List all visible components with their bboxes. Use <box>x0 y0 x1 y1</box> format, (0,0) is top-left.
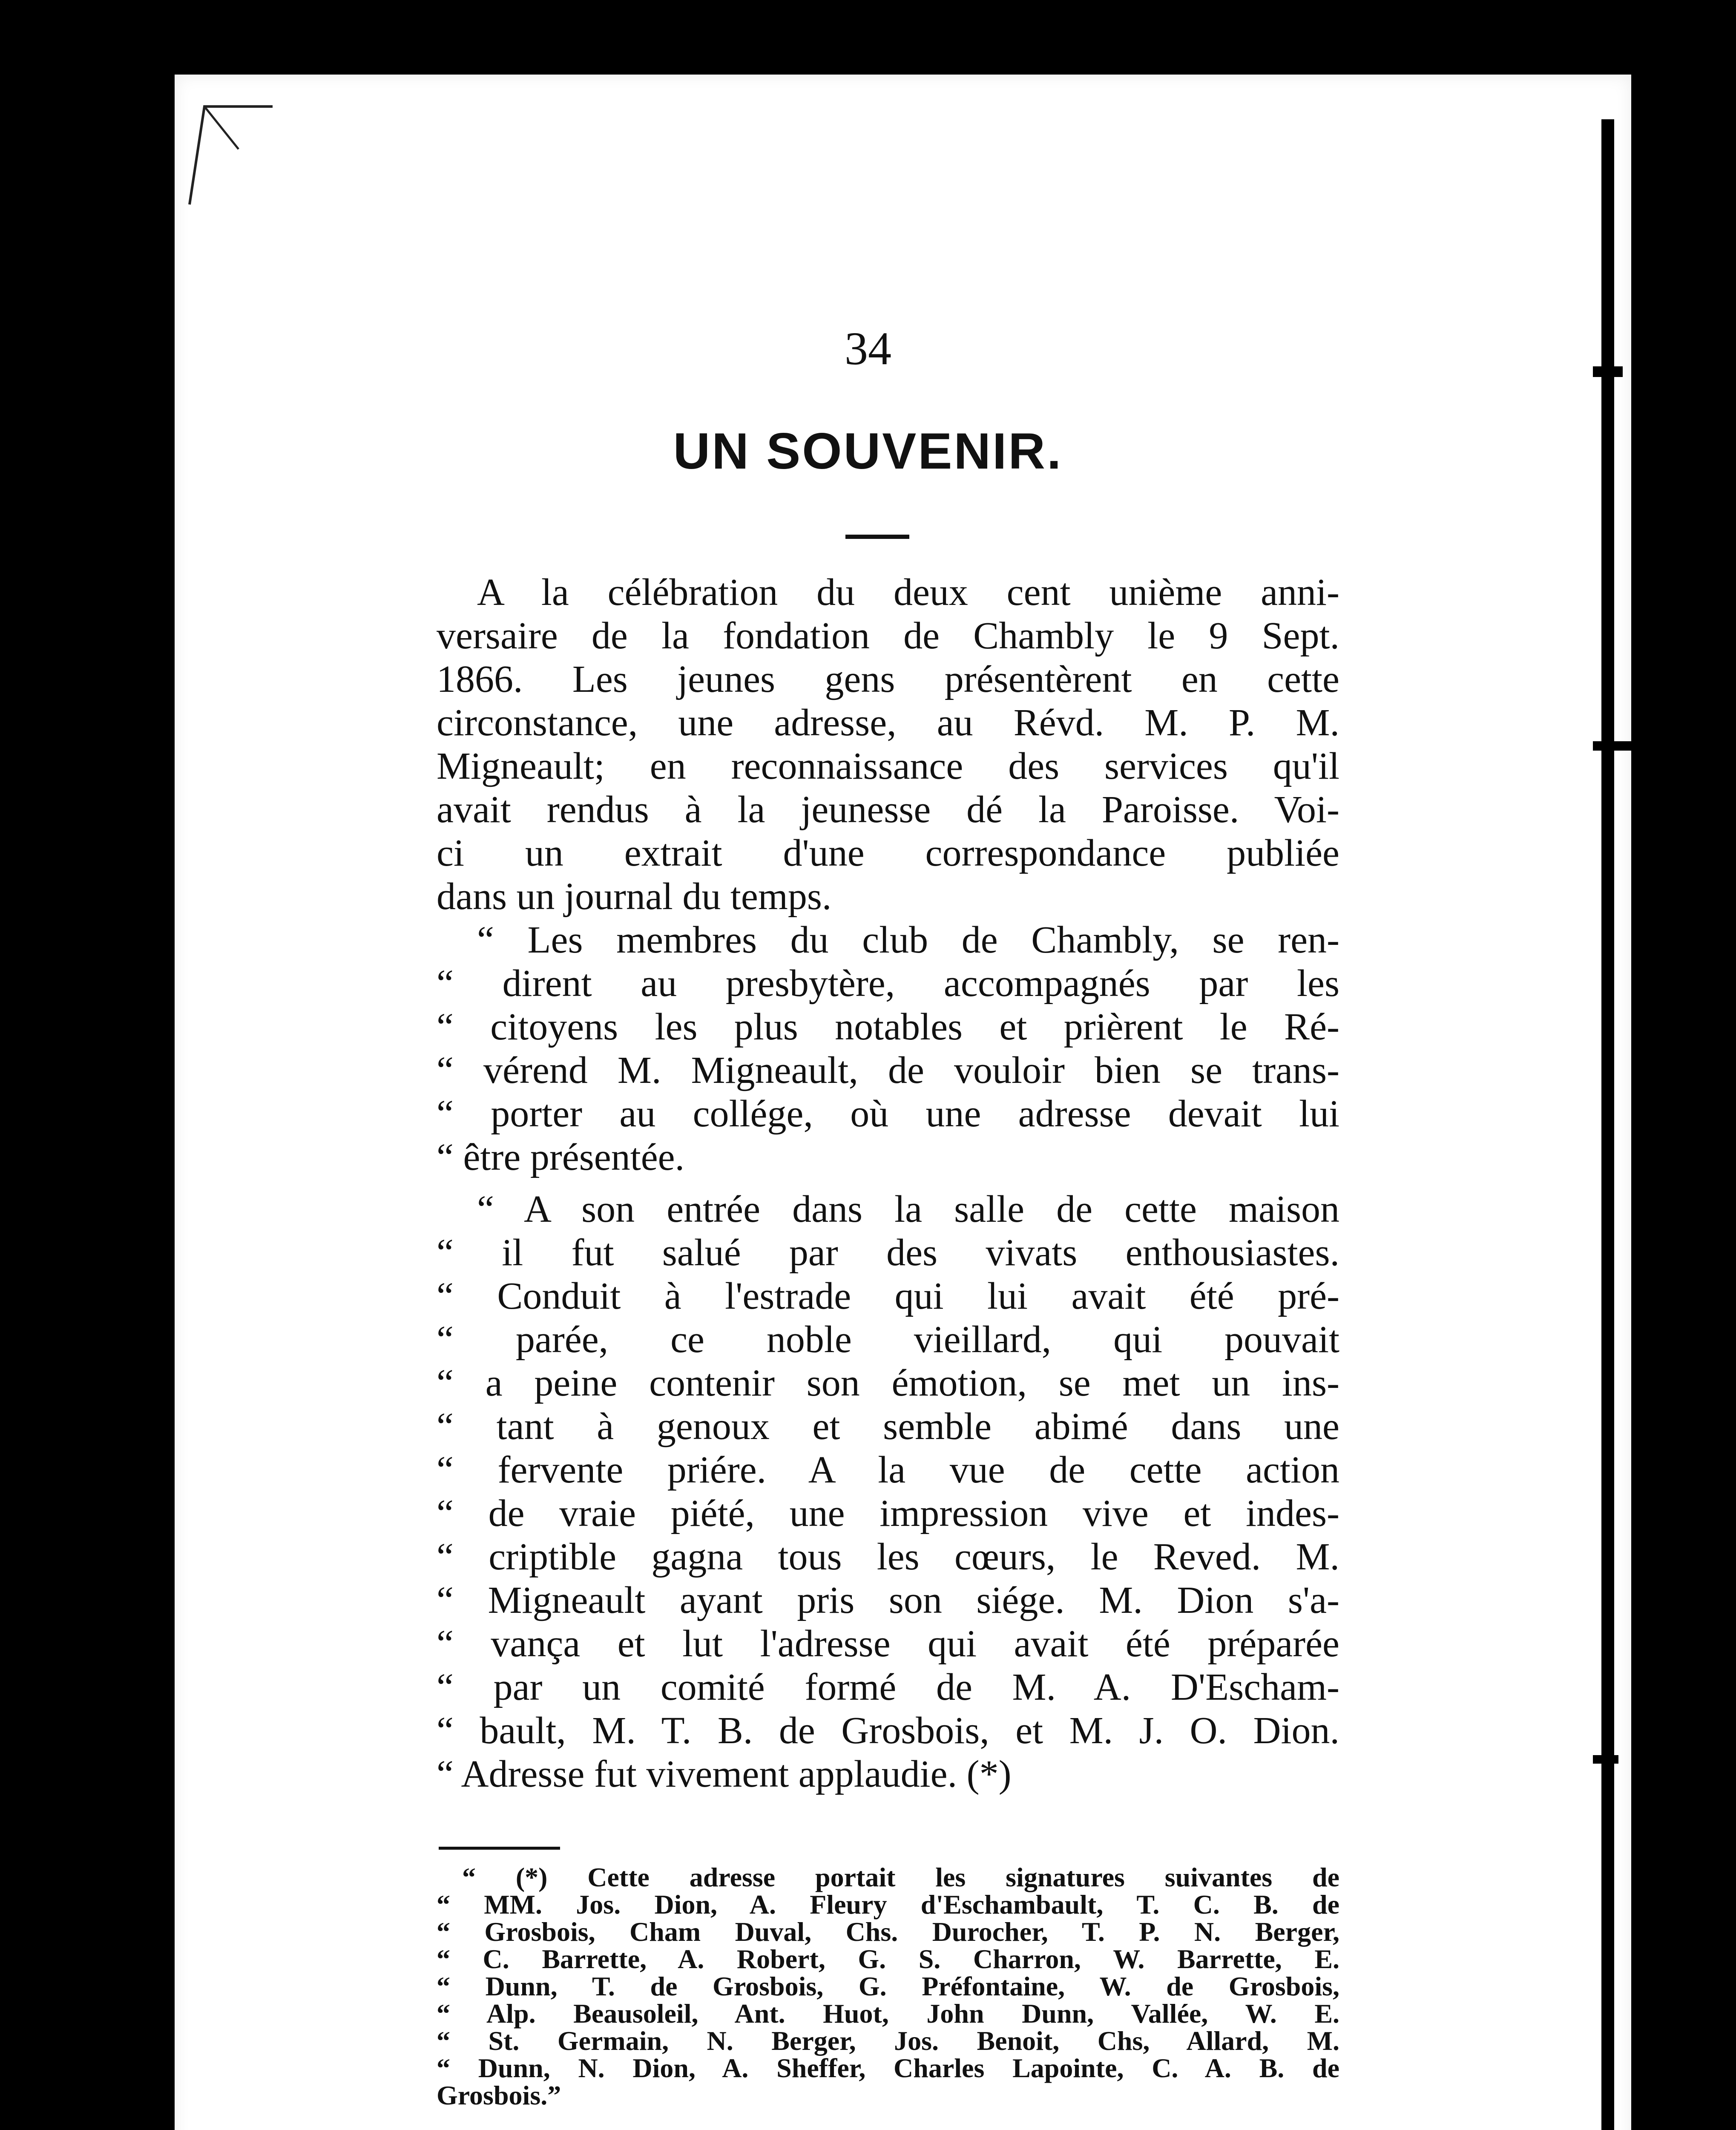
body-line: “ Adresse fut vivement applaudie. (*) <box>437 1753 1012 1795</box>
footnote-line: “ St. Germain, N. Berger, Jos. Benoit, Chs, Allard, M. <box>437 2026 1339 2056</box>
footnote-line: “ Alp. Beausoleil, Ant. Huot, John Dunn, Vallée, W. E. <box>437 1998 1339 2029</box>
body-line: “ A son entrée dans la salle de cette maison <box>477 1188 1339 1230</box>
body-line: “ criptible gagna tous les cœurs, le Reved. M. <box>437 1536 1339 1578</box>
body-text <box>437 571 1339 1796</box>
body-line: Migneault; en reconnaissance des services qu'il <box>437 745 1339 787</box>
body-line: versaire de la fondation de Chambly le 9 Sept. <box>437 615 1339 657</box>
body-line: “ dirent au presbytère, accompagnés par les <box>437 962 1339 1005</box>
body-line: avait rendus à la jeunesse dé la Paroisse. Voi- <box>437 789 1339 831</box>
edge-mark <box>1593 741 1631 751</box>
body-line: dans un journal du temps. <box>437 875 832 918</box>
body-line: “ être présentée. <box>437 1136 685 1178</box>
body-line: “ vança et lut l'adresse qui avait été préparée <box>437 1623 1339 1665</box>
body-line: 1866. Les jeunes gens présentèrent en cette <box>437 658 1339 700</box>
body-line: “ citoyens les plus notables et prièrent le Ré- <box>437 1006 1339 1048</box>
footnote-line: “ Grosbois, Cham Duval, Chs. Durocher, T. P. N. Berger, <box>437 1917 1339 1947</box>
chapter-title: UN SOUVENIR. <box>673 423 1063 480</box>
edge-mark <box>1593 1755 1618 1764</box>
footnote-line: “ (*) Cette adresse portait les signatures suivantes de <box>462 1862 1339 1892</box>
body-line: “ fervente priére. A la vue de cette action <box>437 1449 1339 1491</box>
page-edge-shadow <box>1601 119 1614 2130</box>
corner-fold-mark <box>187 98 273 209</box>
body-line: “ il fut salué par des vivats enthousiastes. <box>437 1232 1339 1274</box>
body-line: “ de vraie piété, une impression vive et indes- <box>437 1492 1339 1534</box>
body-line: “ Migneault ayant pris son siége. M. Dion s'a- <box>437 1579 1339 1621</box>
body-line: “ vérend M. Migneault, de vouloir bien se trans- <box>437 1049 1339 1091</box>
body-line: “ tant à genoux et semble abimé dans une <box>437 1405 1339 1448</box>
body-line: “ parée, ce noble vieillard, qui pouvait <box>437 1318 1339 1361</box>
page-number: 34 <box>845 322 891 374</box>
body-line: ci un extrait d'une correspondance publiée <box>437 832 1339 874</box>
footnote-line: Grosbois.” <box>437 2080 561 2110</box>
footnote-line: “ Dunn, N. Dion, A. Sheffer, Charles Lapointe, C. A. B. de <box>437 2053 1339 2083</box>
body-line: A la célébration du deux cent unième anni- <box>477 571 1339 613</box>
body-line: “ Les membres du club de Chambly, se ren- <box>477 919 1339 961</box>
body-line: “ par un comité formé de M. A. D'Escham- <box>437 1666 1339 1708</box>
footnote-divider <box>439 1847 560 1850</box>
footnote <box>437 1864 1339 2109</box>
body-line: “ bault, M. T. B. de Grosbois, et M. J. O. Dion. <box>437 1710 1339 1752</box>
body-line: “ Conduit à l'estrade qui lui avait été pré- <box>437 1275 1339 1317</box>
footnote-line: “ C. Barrette, A. Robert, G. S. Charron, W. Barrette, E. <box>437 1944 1339 1974</box>
body-line: circonstance, une adresse, au Révd. M. P. M. <box>437 702 1339 744</box>
body-line: “ a peine contenir son émotion, se met un ins- <box>437 1362 1339 1404</box>
footnote-line: “ Dunn, T. de Grosbois, G. Préfontaine, W. de Grosbois, <box>437 1971 1339 2001</box>
title-divider <box>845 535 909 539</box>
body-line: “ porter au collége, où une adresse devait lui <box>437 1093 1339 1135</box>
footnote-line: “ MM. Jos. Dion, A. Fleury d'Eschambault, T. C. B. de <box>437 1889 1339 1920</box>
